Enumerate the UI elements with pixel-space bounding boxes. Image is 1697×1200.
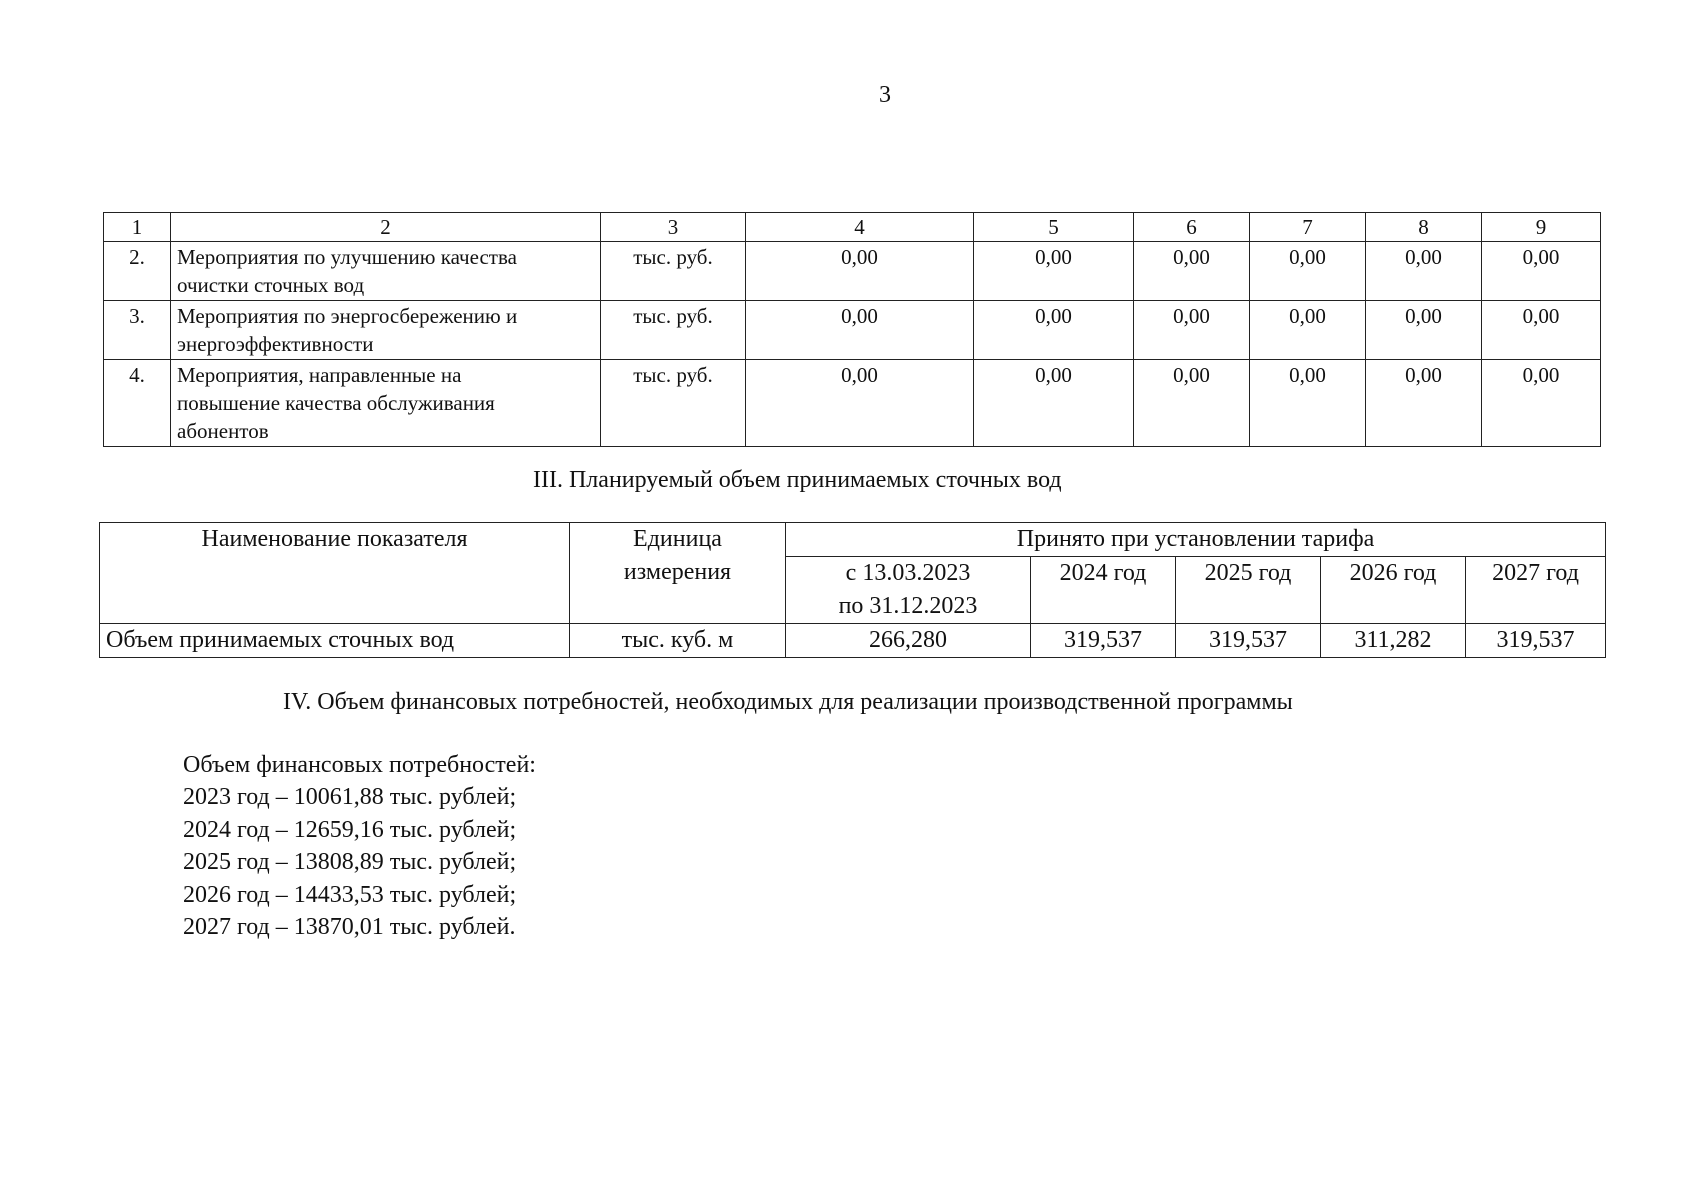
unit-cell: тыс. руб. [601,242,746,301]
value-cell: 0,00 [1482,301,1601,360]
unit-header [570,523,786,624]
wastewater-volume-table [99,522,1606,658]
activity-name-line: Мероприятия по энергосбережению и [177,304,518,328]
table-row [100,624,1606,658]
column-number: 9 [1482,213,1601,242]
column-number: 8 [1366,213,1482,242]
table-row [104,360,1601,447]
value-cell: 0,00 [1482,360,1601,447]
activity-name-line: Мероприятия по улучшению качества [177,245,517,269]
activity-name-line: очистки сточных вод [177,273,365,297]
value-cell: 0,00 [746,301,974,360]
unit-cell: тыс. руб. [601,301,746,360]
value-cell: 0,00 [974,242,1134,301]
financial-needs [183,749,536,943]
financial-line: 2027 год – 13870,01 тыс. рублей. [183,914,516,941]
unit-cell: тыс. куб. м [570,624,786,658]
value-cell: 0,00 [1250,301,1366,360]
column-number: 6 [1134,213,1250,242]
indicator-name: Объем принимаемых сточных вод [100,624,570,658]
year-header: 2026 год [1321,557,1466,624]
value-cell: 0,00 [1134,360,1250,447]
year-header: 2024 год [1031,557,1176,624]
value-cell: 311,282 [1321,624,1466,658]
unit-header-line: Единица [633,526,722,552]
financial-line: 2023 год – 10061,88 тыс. рублей; [183,784,517,811]
row-number: 3. [104,301,171,360]
value-cell: 0,00 [1250,360,1366,447]
section-4-title: IV. Объем финансовых потребностей, необходимых для реализации производственной программы [283,689,1293,715]
period-line: с 13.03.2023 [845,560,971,586]
activity-name-line: повышение качества обслуживания [177,391,495,415]
activities-table [103,212,1601,447]
value-cell: 0,00 [746,242,974,301]
activity-name-line: абонентов [177,419,269,443]
financial-line: 2024 год – 12659,16 тыс. рублей; [183,816,517,843]
activity-name-line: энергоэффективности [177,332,374,356]
section-3-title: III. Планируемый объем принимаемых сточных вод [533,467,1062,493]
column-number: 5 [974,213,1134,242]
value-cell: 0,00 [1482,242,1601,301]
year-header: 2027 год [1466,557,1606,624]
activity-name [171,301,601,360]
year-header: 2025 год [1176,557,1321,624]
column-number: 2 [171,213,601,242]
indicator-header: Наименование показателя [100,523,570,624]
value-cell: 266,280 [786,624,1031,658]
column-number: 4 [746,213,974,242]
row-number: 2. [104,242,171,301]
financial-intro: Объем финансовых потребностей: [183,752,536,778]
column-number: 7 [1250,213,1366,242]
value-cell: 0,00 [1366,301,1482,360]
value-cell: 0,00 [1250,242,1366,301]
financial-line: 2026 год – 14433,53 тыс. рублей; [183,881,517,908]
column-number: 1 [104,213,171,242]
page-number: 3 [879,82,891,108]
unit-header-line: измерения [623,559,732,585]
period-line: по 31.12.2023 [838,593,978,619]
value-cell: 319,537 [1031,624,1176,658]
value-cell: 0,00 [746,360,974,447]
column-number: 3 [601,213,746,242]
table-row [104,301,1601,360]
column-number-row [104,213,1601,242]
value-cell: 319,537 [1466,624,1606,658]
row-number: 4. [104,360,171,447]
period-header [786,557,1031,624]
value-cell: 0,00 [974,360,1134,447]
tariff-group-header: Принято при установлении тарифа [786,523,1606,557]
header-row [100,523,1606,557]
activity-name [171,242,601,301]
value-cell: 0,00 [1134,242,1250,301]
value-cell: 319,537 [1176,624,1321,658]
financial-line: 2025 год – 13808,89 тыс. рублей; [183,849,517,876]
value-cell: 0,00 [1134,301,1250,360]
unit-cell: тыс. руб. [601,360,746,447]
activity-name-line: Мероприятия, направленные на [177,363,462,387]
activity-name [171,360,601,447]
value-cell: 0,00 [1366,242,1482,301]
value-cell: 0,00 [1366,360,1482,447]
table-row [104,242,1601,301]
value-cell: 0,00 [974,301,1134,360]
